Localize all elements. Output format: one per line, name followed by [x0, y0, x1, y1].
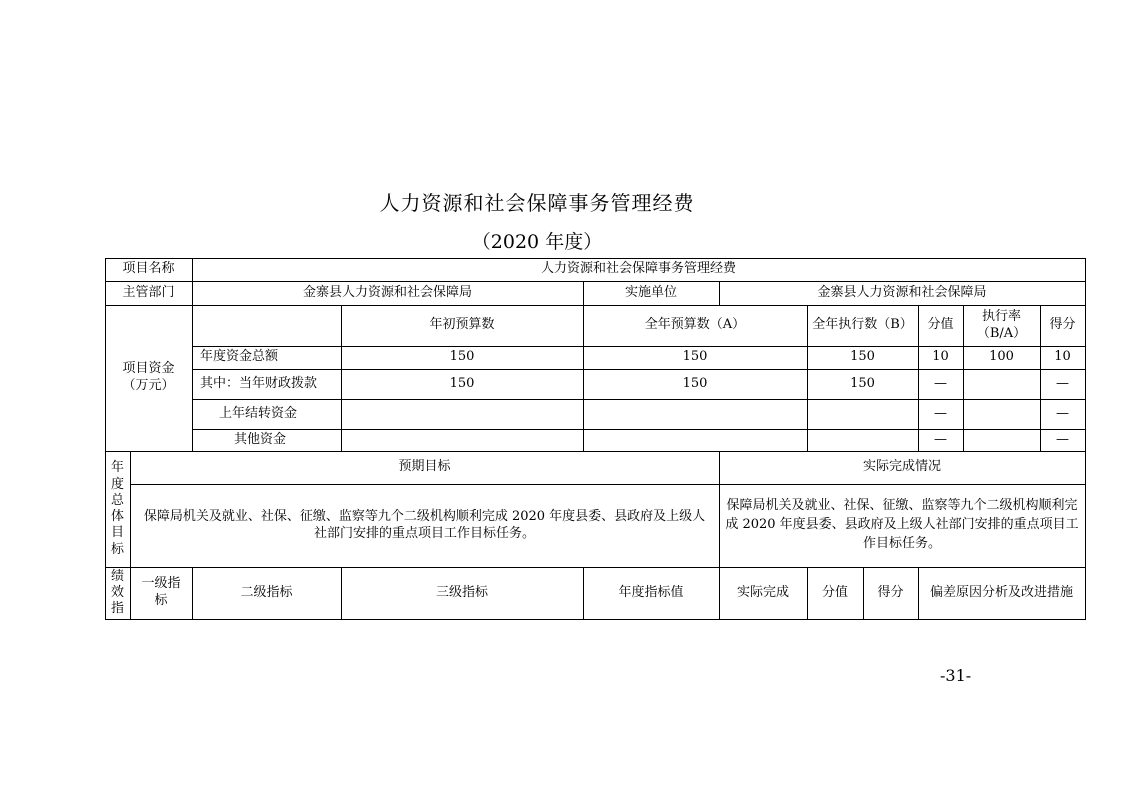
- funds-row-initial: 150: [449, 349, 475, 365]
- actual-header: 实际完成情况: [862, 459, 941, 475]
- funds-row-rate: 100: [989, 349, 1014, 365]
- dept-label: 主管部门: [122, 284, 175, 300]
- perf-indicator-char: 指: [110, 601, 124, 617]
- funds-label: 项目资金 （万元）: [122, 361, 175, 393]
- impl-value: 金寨县人力资源和社会保障局: [817, 284, 987, 300]
- funds-row-exec: 150: [850, 375, 875, 391]
- annual-goal-label: [105, 451, 130, 567]
- annual-goal-char: 度: [110, 476, 124, 492]
- document-subtitle: （2020 年度）: [471, 231, 603, 253]
- header-score: 得分: [1049, 317, 1076, 333]
- perf-header-actual: 实际完成: [736, 584, 789, 600]
- funds-row-label: 其他资金: [234, 431, 287, 447]
- expected-goal-header: 预期目标: [398, 459, 451, 475]
- funds-row-annual: 150: [682, 349, 708, 365]
- perf-header-level1: 一级指 标: [141, 576, 181, 608]
- funds-row-label: 上年结转资金: [219, 405, 298, 421]
- funds-row-rate: [963, 369, 1040, 399]
- funds-row-score-value: —: [934, 375, 947, 391]
- funds-row-label: 年度资金总额: [200, 349, 279, 365]
- header-exec-rate: 执行率 （B/A）: [976, 308, 1027, 341]
- table-line: [1085, 258, 1086, 620]
- dept-value: 金寨县人力资源和社会保障局: [302, 284, 472, 300]
- header-annual-exec: 全年执行数（B）: [812, 317, 913, 333]
- annual-goal-char: 总: [110, 492, 124, 508]
- funds-row-score: 10: [1054, 349, 1071, 365]
- perf-indicator-char: 绩: [110, 568, 124, 584]
- funds-row-score-value: —: [934, 431, 947, 447]
- actual-text: 保障局机关及就业、社保、征缴、监察等九个二级机构顺利完成 2020 年度县委、县政府及上级人社部门安排的重点项目工作目标任务。: [725, 498, 1079, 551]
- funds-row-score: —: [1056, 405, 1069, 421]
- header-initial-budget: 年初预算数: [429, 317, 495, 333]
- project-name-value: 人力资源和社会保障事务管理经费: [540, 261, 736, 277]
- annual-goal-char: 年: [110, 460, 124, 476]
- header-score-value: 分值: [927, 317, 954, 333]
- document-title: 人力资源和社会保障事务管理经费: [379, 191, 695, 215]
- funds-row-initial: 150: [449, 375, 475, 391]
- header-annual-budget: 全年预算数（A）: [644, 317, 746, 333]
- annual-goal-char: 标: [110, 541, 124, 557]
- perf-header-level2: 二级指标: [240, 584, 293, 600]
- table-line: [105, 619, 1086, 620]
- funds-row-rate: [963, 429, 1040, 451]
- perf-header-level3: 三级指标: [435, 584, 488, 600]
- funds-row-annual: [583, 399, 807, 429]
- funds-row-score: —: [1056, 375, 1069, 391]
- annual-goal-char: 体: [110, 509, 124, 524]
- funds-row-exec: 150: [850, 349, 875, 365]
- annual-goal-char: 目: [110, 525, 124, 541]
- perf-header-score-value: 分值: [821, 584, 848, 600]
- expected-goal-text: 保障局机关及就业、社保、征缴、监察等九个二级机构顺利完成 2020 年度县委、县政府及上级人社部门安排的重点项目工作目标任务。: [143, 508, 706, 541]
- funds-row-annual: 150: [682, 375, 708, 391]
- funds-row-annual: [583, 429, 807, 451]
- funds-row-initial: [341, 399, 583, 429]
- funds-row-score-value: 10: [932, 349, 949, 365]
- perf-header-annual-value: 年度指标值: [618, 584, 684, 600]
- funds-row-initial: [341, 429, 583, 451]
- funds-row-rate: [963, 399, 1040, 429]
- funds-row-score: —: [1056, 431, 1069, 447]
- perf-header-deviation: 偏差原因分析及改进措施: [929, 584, 1073, 600]
- page-number: -31-: [940, 666, 972, 685]
- funds-row-score-value: —: [934, 405, 947, 421]
- perf-indicator-label: [105, 567, 130, 619]
- funds-row-label: 其中：当年财政拨款: [200, 375, 318, 391]
- project-name-label: 项目名称: [122, 261, 175, 277]
- perf-header-score: 得分: [877, 584, 904, 600]
- funds-row-exec: [807, 429, 918, 451]
- perf-indicator-char: 效: [110, 584, 124, 600]
- funds-row-exec: [807, 399, 918, 429]
- impl-label: 实施单位: [624, 284, 677, 300]
